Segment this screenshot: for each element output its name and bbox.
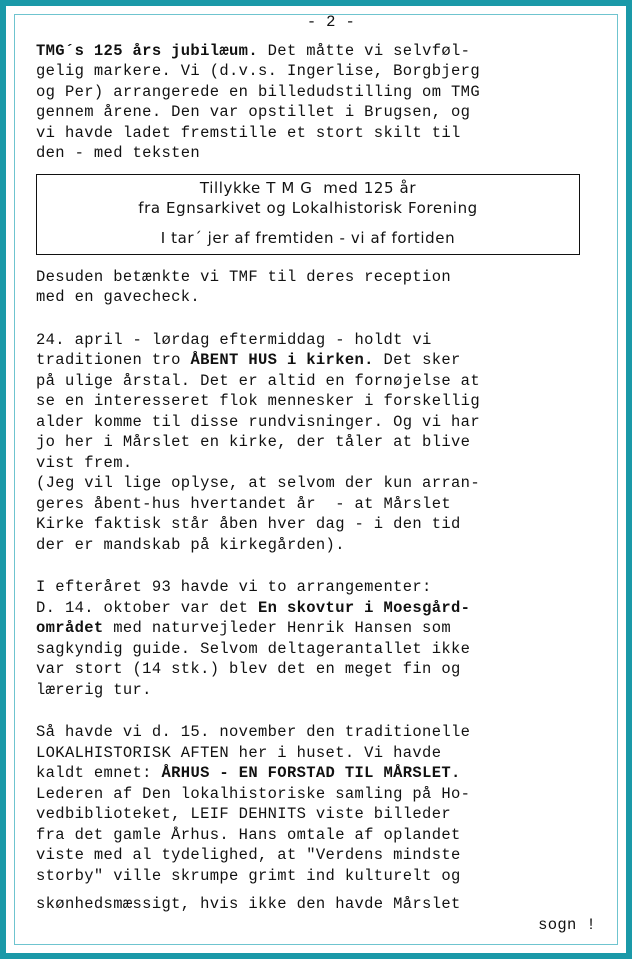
- text-line: på ulige årstal. Det er altid en fornøjelse at: [36, 371, 480, 390]
- text-line: Lederen af Den lokalhistoriske samling på Ho-: [36, 784, 471, 803]
- text-line: I efteråret 93 havde vi to arrangementer:: [36, 578, 432, 596]
- text-line: Kirke faktisk står åben hver dag - i den tid: [36, 515, 461, 533]
- text-line: LOKALHISTORISK AFTEN her i huset. Vi havde: [36, 743, 442, 762]
- sign-box: [36, 174, 580, 255]
- sign-line: Tillykke T M G med 125 år: [199, 178, 417, 197]
- heading-jubilee: TMG´s 125 års jubilæum.: [36, 41, 258, 60]
- text-line: alder komme til disse rundvisninger. Og vi har: [36, 412, 480, 431]
- text-span: Det måtte vi selvføl-: [258, 41, 471, 60]
- sign-line: I tar´ jer af fremtiden - vi af fortiden: [160, 228, 456, 247]
- text-line: den - med teksten: [36, 144, 201, 162]
- text-line: geres åbent-hus hvertandet år - at Mårslet: [36, 494, 452, 513]
- text-line: [36, 350, 606, 371]
- text-span: traditionen tro: [36, 351, 191, 369]
- text-line: vist frem.: [36, 453, 133, 472]
- text-line: Så havde vi d. 15. november den traditionelle: [36, 723, 471, 741]
- text-span: med naturvejleder Henrik Hansen som: [103, 619, 452, 637]
- text-line: lærerig tur.: [36, 680, 152, 699]
- text-span: D. 14. oktober var det: [36, 598, 258, 617]
- text-line: [36, 41, 606, 62]
- text-line: skønhedsmæssigt, hvis ikke den havde Mårslet: [36, 895, 461, 913]
- text-line: gelig markere. Vi (d.v.s. Ingerlise, Borgbjerg: [36, 62, 480, 80]
- text-line: [36, 763, 606, 784]
- text-line: med en gavecheck.: [36, 288, 201, 306]
- text-line: fra det gamle Århus. Hans omtale af oplandet: [36, 825, 461, 844]
- text-line-tail: sogn !: [538, 915, 596, 934]
- text-span: Det sker: [373, 351, 461, 369]
- text-line: [36, 618, 606, 639]
- text-line: 24. april - lørdag eftermiddag - holdt vi: [36, 330, 432, 349]
- text-span: kaldt emnet:: [36, 764, 162, 782]
- highlight-open-church: ÅBENT HUS i kirken.: [190, 351, 374, 369]
- paragraph-open-church: [36, 330, 606, 556]
- text-line: viste med al tydelighed, at "Verdens mindste: [36, 846, 461, 864]
- paragraph-reception: [36, 267, 606, 308]
- text-line: vedbiblioteket, LEIF DEHNITS viste billeder: [36, 805, 452, 823]
- sign-line: fra Egnsarkivet og Lokalhistorisk Forening: [138, 198, 478, 217]
- text-line: (Jeg vil lige oplyse, at selvom der kun arran-: [36, 474, 480, 492]
- text-line: sagkyndig guide. Selvom deltagerantallet ikke: [36, 639, 471, 658]
- text-line: gennem årene. Den var opstillet i Brugsen, og: [36, 103, 471, 121]
- text-line: Desuden betænkte vi TMF til deres reception: [36, 267, 452, 286]
- highlight-forest-trip-cont: området: [36, 619, 104, 637]
- paragraph-jubilee: [36, 41, 606, 164]
- highlight-forest-trip: En skovtur i Moesgård-: [258, 598, 471, 617]
- highlight-event-topic: ÅRHUS - EN FORSTAD TIL MÅRSLET.: [161, 764, 461, 782]
- text-line: vi havde ladet fremstille et stort skilt til: [36, 123, 461, 142]
- text-line: storby" ville skrumpe grimt ind kulturelt og: [36, 866, 461, 885]
- document-page: [36, 12, 606, 935]
- text-line: jo her i Mårslet en kirke, der tåler at blive: [36, 433, 471, 451]
- text-line: se en interesseret flok mennesker i forskellig: [36, 392, 480, 410]
- text-line: [36, 598, 606, 619]
- text-line: var stort (14 stk.) blev det en meget fin og: [36, 660, 461, 678]
- paragraph-autumn-events: [36, 577, 606, 700]
- text-line: der er mandskab på kirkegården).: [36, 535, 345, 554]
- text-line: og Per) arrangerede en billedudstilling om TMG: [36, 82, 480, 101]
- page-number: - 2 -: [306, 13, 356, 31]
- paragraph-local-history-evening: [36, 722, 606, 935]
